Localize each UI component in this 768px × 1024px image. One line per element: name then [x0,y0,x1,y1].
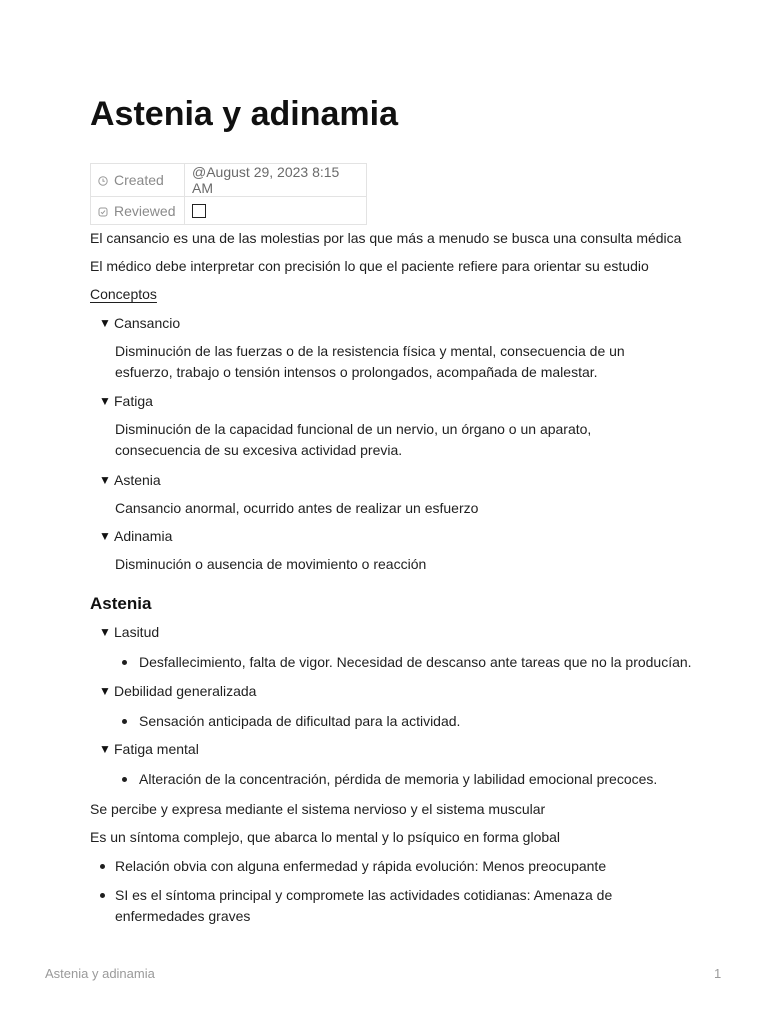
intro-paragraph: El cansancio es una de las molestias por las que más a menudo se busca una consulta médica [90,230,682,246]
toggle-label-astenia[interactable]: Astenia [114,472,161,488]
concepts-link[interactable]: Conceptos [90,286,157,302]
section-heading-astenia: Astenia [90,594,152,613]
list-item: Relación obvia con alguna enfermedad y rápida evolución: Menos preocupante [115,858,607,874]
paragraph: Es un síntoma complejo, que abarca lo mental y lo psíquico en forma global [90,829,561,845]
paragraph: Se percibe y expresa mediante el sistema nervioso y el sistema muscular [90,801,546,817]
reviewed-label: Reviewed [114,202,176,219]
checkbox-icon [98,207,108,217]
intro-paragraph: El médico debe interpretar con precisión lo que el paciente refiere para orientar su estudio [90,258,649,274]
list-item: Desfallecimiento, falta de vigor. Necesidad de descanso ante tareas que no la producían. [139,654,692,670]
footer-title: Astenia y adinamia [45,966,155,981]
toggle-label-debilidad[interactable]: Debilidad generalizada [114,683,257,699]
created-label: Created [114,172,164,188]
toggle-label-fatiga-mental[interactable]: Fatiga mental [114,741,199,757]
toggle-label-fatiga[interactable]: Fatiga [114,393,153,409]
toggle-arrow-icon[interactable]: ▼ [99,529,111,543]
bullet-icon [122,660,127,665]
toggle-arrow-icon[interactable]: ▼ [99,742,111,756]
list-item: Alteración de la concentración, pérdida de memoria y labilidad emocional precoces. [139,771,658,787]
toggle-arrow-icon[interactable]: ▼ [99,625,111,639]
property-name-reviewed [91,197,185,225]
reviewed-checkbox[interactable] [192,204,206,218]
toggle-label-lasitud[interactable]: Lasitud [114,624,160,640]
property-name-created [91,164,185,197]
bullet-icon [122,719,127,724]
toggle-content: Disminución de la capacidad funcional de un nervio, un órgano o un aparato, consecuencia de su excesiva actividad previa. [115,421,592,458]
page-title: Astenia y adinamia [90,95,399,133]
bullet-icon [100,864,105,869]
toggle-label-cansancio[interactable]: Cansancio [114,315,181,331]
list-item: SI es el síntoma principal y compromete las actividades cotidianas: Amenaza de enfermedades graves [115,887,613,924]
bullet-icon [100,893,105,898]
list-item: Sensación anticipada de dificultad para la actividad. [139,713,461,729]
property-row-reviewed [91,197,367,225]
clock-icon [98,176,108,186]
created-value[interactable]: @August 29, 2023 8:15 AM [185,164,367,197]
toggle-content: Disminución de las fuerzas o de la resistencia física y mental, consecuencia de un esfuerzo, trabajo o tensión intensos o prolongados, acompañada de malestar. [115,343,625,380]
toggle-content: Cansancio anormal, ocurrido antes de realizar un esfuerzo [115,500,479,516]
toggle-arrow-icon[interactable]: ▼ [99,316,111,330]
property-row-created [91,164,367,197]
toggle-arrow-icon[interactable]: ▼ [99,473,111,487]
toggle-content: Disminución o ausencia de movimiento o reacción [115,556,427,572]
properties-table [90,163,367,225]
toggle-label-adinamia[interactable]: Adinamia [114,528,173,544]
bullet-icon [122,777,127,782]
toggle-arrow-icon[interactable]: ▼ [99,684,111,698]
toggle-arrow-icon[interactable]: ▼ [99,394,111,408]
reviewed-value [185,197,367,225]
page-number: 1 [714,966,722,981]
